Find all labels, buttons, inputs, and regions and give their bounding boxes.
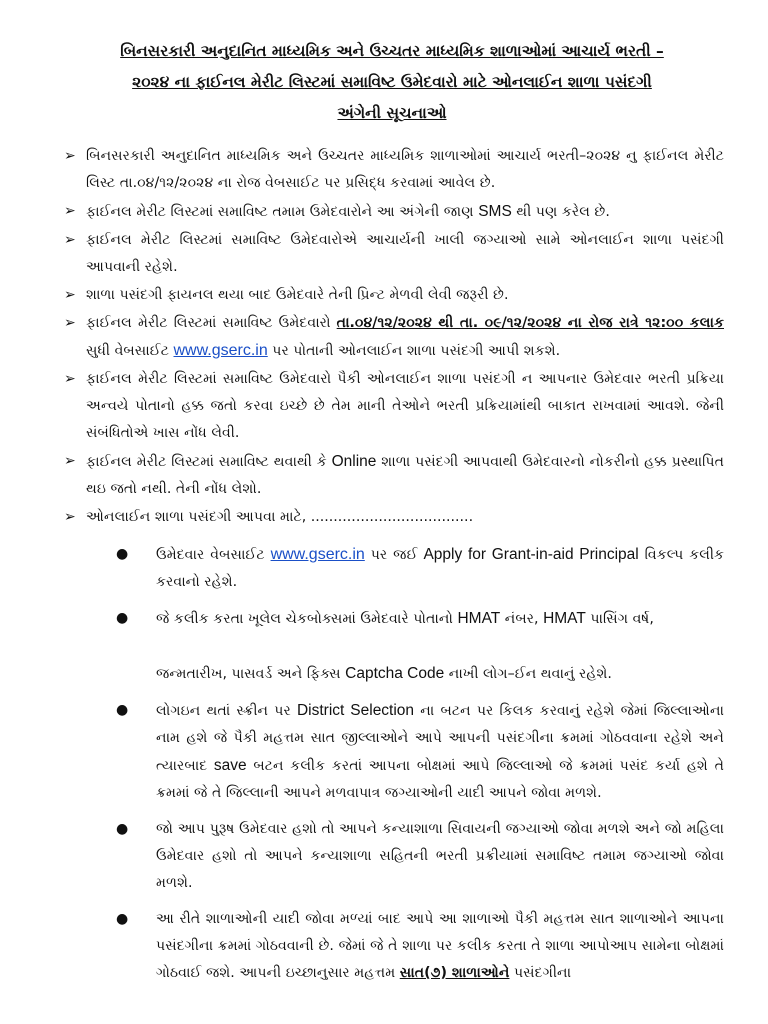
step-text: વિકલ્પ કલીક કરવાનો રહેશે. <box>156 547 725 590</box>
step-text: જન્મતારીખ, પાસવર્ડ અને ફિક્સ <box>156 666 346 682</box>
list-item <box>60 906 724 987</box>
sms-text: SMS <box>478 203 512 220</box>
step-text: ના બટન પર કિલક કરવાનું રહેશે જેમાં જિલ્લાઓના નામ હશે જે પૈકી મહત્તમ સાત જીલ્લાઓને આપે આપની પસંદગીના ક્રમમાં ગોઠવવાના રહેશે અને ત્યારબાદ <box>156 703 724 774</box>
step-text: જે કલીક કરતા ખૂલેલ ચેકબોક્સમાં ઉમેદવારે પોતાનો <box>156 611 458 627</box>
step-text: નંબર, <box>500 611 544 627</box>
arrow-bullet-icon: ➢ <box>64 148 76 164</box>
point-text: પર પોતાની ઓનલાઈન શાળા પસંદગી આપી શકશે. <box>267 343 561 359</box>
point-text: બિનસરકારી અનુદાનિત માધ્યમિક અને ઉચ્ચતર માધ્યમિક શાળાઓમાં આચાર્ય ભરતી–૨૦૨૪ નુ ફાઈનલ મેરીટ લિસ્ટ તા.૦૪/૧૨/૨૦૨૪ ના રોજ વેબસાઈટ પર પ્રસિદ્ધ કરવામાં આવેલ છે. <box>86 148 724 191</box>
gserc-website-link[interactable]: www.gserc.in <box>173 342 268 359</box>
point-text: ફાઈનલ મેરીટ લિસ્ટમાં સમાવિષ્ટ થવાથી કે <box>86 454 332 470</box>
list-item <box>60 143 724 197</box>
document-title <box>60 36 724 129</box>
step-text: બટન કલીક કરતાં આપના બોક્ષમાં આપે જિલ્લાઓ જે ક્રમમાં પસંદ કર્યા હશે તે ક્રમમાં જે તે જિલ્લાની આપને મળવાપાત્ર જગ્યાઓની યાદી આપને જોવા મળશે. <box>156 758 724 801</box>
step-text: ઉમેદવાર વેબસાઈટ <box>156 547 271 563</box>
steps-list <box>60 541 724 987</box>
list-item <box>60 227 724 281</box>
save-text: save <box>213 757 247 774</box>
step-text: પસંદગીના <box>509 965 572 981</box>
round-bullet-icon: ● <box>116 911 129 927</box>
list-item <box>60 541 724 596</box>
instruction-list <box>60 143 724 531</box>
arrow-bullet-icon: ➢ <box>64 232 76 248</box>
list-item <box>60 605 724 688</box>
step-text: પર જઈ <box>364 547 424 563</box>
title-line-1: બિનસરકારી અનુદાનિત માધ્યમિક અને ઉચ્ચતર માધ્યમિક શાળાઓમાં આચાર્ય ભરતી – <box>120 42 664 60</box>
list-item <box>60 816 724 897</box>
list-item <box>60 282 724 309</box>
arrow-bullet-icon: ➢ <box>64 371 76 387</box>
arrow-bullet-icon: ➢ <box>64 453 76 469</box>
apply-option-text: Apply for Grant-in-aid Principal <box>423 546 639 563</box>
deadline-text: તા.૦૪/૧૨/૨૦૨૪ થી તા. ૦૯/૧૨/૨૦૨૪ ના રોજ રાત્રે ૧૨:૦૦ કલાક <box>336 315 724 331</box>
round-bullet-icon: ● <box>116 702 129 718</box>
arrow-bullet-icon: ➢ <box>64 509 76 525</box>
point-text: ઓનલાઈન શાળા પસંદગી આપવા માટે, .................................... <box>86 509 474 525</box>
round-bullet-icon: ● <box>116 610 129 626</box>
title-line-2: ૨૦૨૪ ના ફાઈનલ મેરીટ લિસ્ટમાં સમાવિષ્ટ ઉમેદવારો માટે ઓનલાઈન શાળા પસંદગી <box>132 73 652 91</box>
hmat-text: HMAT <box>543 610 586 627</box>
arrow-bullet-icon: ➢ <box>64 315 76 331</box>
round-bullet-icon: ● <box>116 546 129 562</box>
list-item <box>60 366 724 447</box>
online-text: Online <box>331 453 377 470</box>
list-item <box>60 198 724 226</box>
point-text: ફાઈનલ મેરીટ લિસ્ટમાં સમાવિષ્ટ ઉમેદવારોએ આચાર્યની ખાલી જગ્યાઓ સામે ઓનલાઈન શાળા પસંદગી આપવાની રહેશે. <box>86 232 724 275</box>
point-text: ફાઈનલ મેરીટ લિસ્ટમાં સમાવિષ્ટ તમામ ઉમેદવારોને આ અંગેની જાણ <box>86 204 474 220</box>
list-item <box>60 697 724 807</box>
step-text: પાસિંગ વર્ષ, <box>585 611 654 627</box>
point-text: શાળા પસંદગી ફાયનલ થયા બાદ ઉમેદવારે તેની પ્રિન્ટ મેળવી લેવી જરૂરી છે. <box>86 287 509 303</box>
hmat-text: HMAT <box>457 610 501 627</box>
point-text: શાળા પસંદગી આપવાથી ઉમેદવારનો નોકરીનો હક્ક પ્રસ્થાપિત થઇ જતો નથી. તેની નોંધ લેશો. <box>86 454 724 497</box>
step-text: લોગઇન થતાં સ્ક્રીન પર <box>156 703 297 719</box>
step-text: નાખી લોગ–ઈન થવાનું રહેશે. <box>444 666 612 682</box>
point-text: ફાઈનલ મેરીટ લિસ્ટમાં સમાવિષ્ટ ઉમેદવારો <box>86 315 337 331</box>
district-selection-text: District Selection <box>296 702 415 719</box>
step-text: આ રીતે શાળાઓની યાદી જોવા મળ્યાં બાદ આપે આ શાળાઓ પૈકી મહત્તમ સાત શાળાઓને આપના પસંદગીના ક્રમમાં ગોઠવવાની છે. જેમાં જે તે શાળા પર કલીક કરતા તે શાળા આપોઆપ સામેના બોક્ષમાં ગોઠવાઈ જશે. આપની ઇચ્છાનુસાર મહત્તમ <box>156 911 724 981</box>
point-text: થી પણ કરેલ છે. <box>511 204 610 220</box>
captcha-text: Captcha Code <box>345 665 445 682</box>
point-text: સુધી વેબસાઈટ <box>86 343 174 359</box>
point-text: ફાઈનલ મેરીટ લિસ્ટમાં સમાવિષ્ટ ઉમેદવારો પૈકી ઓનલાઈન શાળા પસંદગી ન આપનાર ઉમેદવાર ભરતી પ્રક્રિયા અન્વયે પોતાનો હક્ક જતો કરવા ઇચ્છે છે તેમ માની તેઓને ભરતી પ્રક્રિયામાંથી બાકાત રાખવામાં આવશે. જેની સંબંધિતોએ ખાસ નોંધ લેવી. <box>86 371 724 441</box>
gserc-website-link[interactable]: www.gserc.in <box>270 546 365 563</box>
step-text: જો આપ પુરૂષ ઉમેદવાર હશો તો આપને કન્યાશાળા સિવાયની જગ્યાઓ જોવા મળશે અને જો મહિલા ઉમેદવાર હશો તો આપને કન્યાશાળા સહિતની ભરતી પ્રક્રીયામાં સમાવિષ્ટ તમામ જગ્યાઓ જોવા મળશે. <box>156 821 724 891</box>
list-item <box>60 310 724 365</box>
list-item <box>60 448 724 503</box>
arrow-bullet-icon: ➢ <box>64 287 76 303</box>
round-bullet-icon: ● <box>116 821 129 837</box>
list-item <box>60 504 724 531</box>
seven-schools-text: સાત(૭) શાળાઓને <box>399 965 510 981</box>
title-line-3: અંગેની સૂચનાઓ <box>337 104 447 122</box>
arrow-bullet-icon: ➢ <box>64 203 76 219</box>
